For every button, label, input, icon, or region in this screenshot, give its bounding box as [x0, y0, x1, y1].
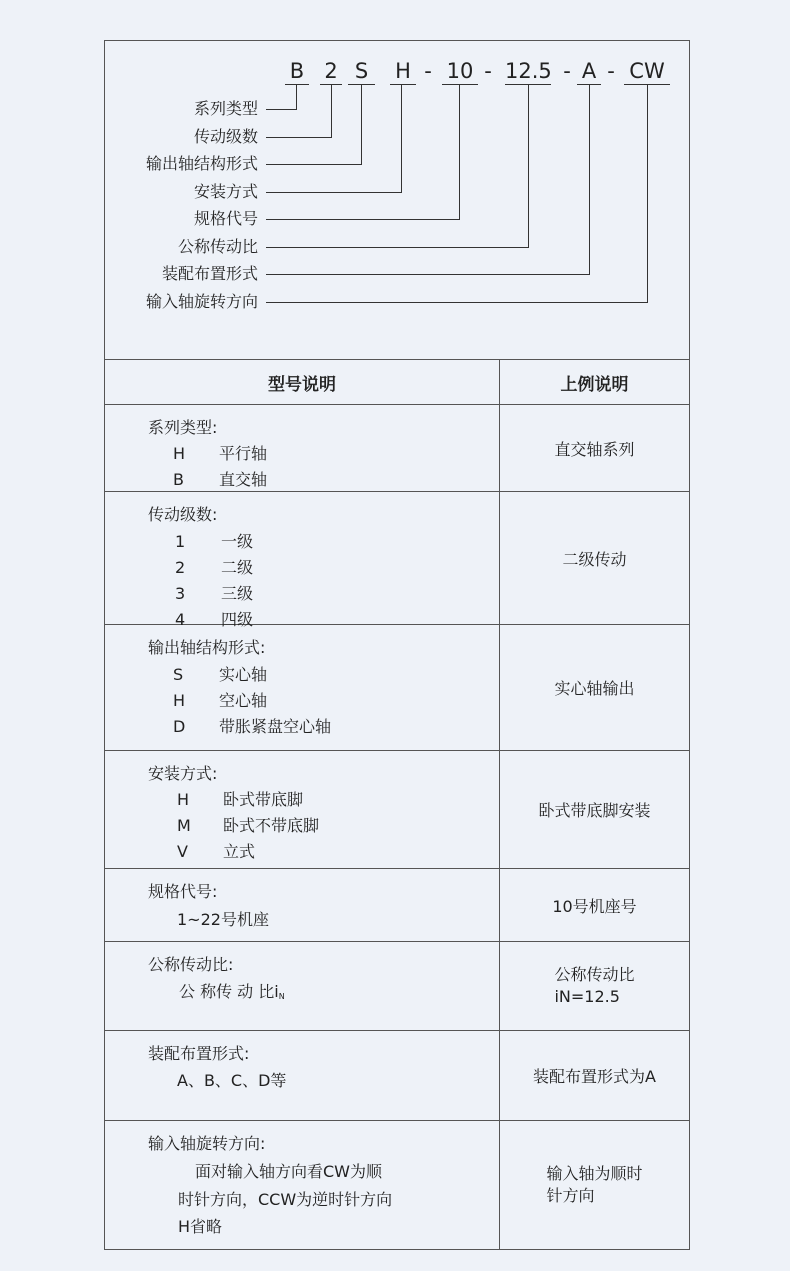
table-row-arrangement [105, 1031, 689, 1121]
option-item: 2 二级 [175, 558, 254, 577]
example-value: 二级传动 [562, 549, 627, 569]
section-text-line: H省略 [178, 1217, 223, 1236]
example-value: 公称传动比 iN=12.5 [554, 965, 635, 1006]
section-title: 公称传动比: [148, 955, 234, 974]
section-text: A、B、C、D等 [177, 1071, 287, 1090]
option-item: H 卧式带底脚 [177, 790, 304, 809]
connector-line [361, 85, 362, 165]
model-explanation-table [105, 359, 689, 1249]
table-header-row [105, 360, 689, 405]
option-item: H 空心轴 [173, 691, 268, 710]
example-value: 卧式带底脚安装 [538, 801, 651, 820]
code-mounting: H [390, 58, 416, 85]
connector-line [266, 219, 460, 220]
connector-line [266, 274, 590, 275]
example-value: 输入轴为顺时 针方向 [546, 1164, 643, 1205]
connector-line [296, 85, 297, 110]
example-value: 装配布置形式为A [533, 1067, 656, 1086]
example-value: 实心轴输出 [554, 679, 635, 698]
code-series: B [285, 58, 309, 85]
table-row-stages [105, 492, 689, 629]
model-designation-sheet [104, 40, 690, 1250]
label-rotation: 输入轴旋转方向 [145, 292, 258, 311]
connector-line [459, 85, 460, 220]
connector-line [528, 85, 529, 248]
header-model-description: 型号说明 [105, 360, 500, 404]
connector-line [331, 85, 332, 138]
option-item: 4 四级 [175, 610, 254, 629]
option-item: B 直交轴 [173, 470, 268, 489]
section-text-line: 面对输入轴方向看CW为顺 [195, 1162, 382, 1181]
code-output-shaft: S [348, 58, 375, 85]
section-title: 传动级数: [148, 505, 218, 524]
connector-line [266, 137, 332, 138]
connector-line [401, 85, 402, 193]
table-row-ratio [105, 942, 689, 1031]
code-dash: - [424, 59, 432, 83]
section-title: 规格代号: [148, 882, 218, 901]
option-item: S 实心轴 [173, 665, 268, 684]
label-series-type: 系列类型 [193, 99, 258, 118]
table-row-rotation [105, 1121, 689, 1249]
option-item: 3 三级 [175, 584, 254, 603]
label-stages: 传动级数 [193, 127, 258, 146]
connector-line [647, 85, 648, 303]
connector-line [266, 302, 648, 303]
code-size: 10 [442, 58, 478, 85]
option-item: H 平行轴 [173, 444, 268, 463]
header-example-description: 上例说明 [560, 374, 629, 395]
code-dash: - [484, 59, 492, 83]
option-item: D 带胀紧盘空心轴 [173, 717, 332, 736]
section-title: 安装方式: [148, 764, 218, 783]
table-row-size [105, 869, 689, 942]
code-rotation: CW [624, 58, 670, 85]
option-item: M 卧式不带底脚 [177, 816, 320, 835]
model-code-diagram [105, 41, 689, 360]
example-value: 直交轴系列 [554, 439, 635, 459]
label-mounting: 安装方式 [193, 182, 258, 201]
table-row-output-shaft [105, 625, 689, 751]
section-title: 装配布置形式: [148, 1044, 250, 1063]
section-text: 1~22号机座 [177, 910, 269, 929]
section-title: 系列类型: [148, 418, 218, 437]
section-title: 输入轴旋转方向: [148, 1134, 266, 1153]
connector-line [266, 109, 297, 110]
example-value: 10号机座号 [552, 896, 637, 916]
table-row-series-type [105, 405, 689, 492]
code-ratio: 12.5 [505, 59, 552, 83]
code-arrangement: A [577, 58, 601, 85]
option-item: V 立式 [177, 842, 256, 861]
section-text-line: 时针方向，CCW为逆时针方向 [178, 1190, 393, 1209]
code-dash: - [607, 59, 615, 83]
option-item: 1 一级 [175, 532, 254, 551]
connector-line [266, 247, 529, 248]
code-stages: 2 [320, 58, 342, 85]
section-text: 公 称传 动 比$i_N$ [179, 982, 285, 1001]
label-size: 规格代号 [193, 209, 258, 228]
table-row-mounting [105, 751, 689, 869]
connector-line [589, 85, 590, 275]
connector-line [266, 192, 402, 193]
label-ratio: 公称传动比 [177, 237, 258, 256]
code-dash: - [563, 59, 571, 83]
label-output-shaft: 输出轴结构形式 [145, 154, 258, 173]
label-arrangement: 装配布置形式 [161, 264, 258, 283]
section-title: 输出轴结构形式: [148, 638, 266, 657]
connector-line [266, 164, 362, 165]
